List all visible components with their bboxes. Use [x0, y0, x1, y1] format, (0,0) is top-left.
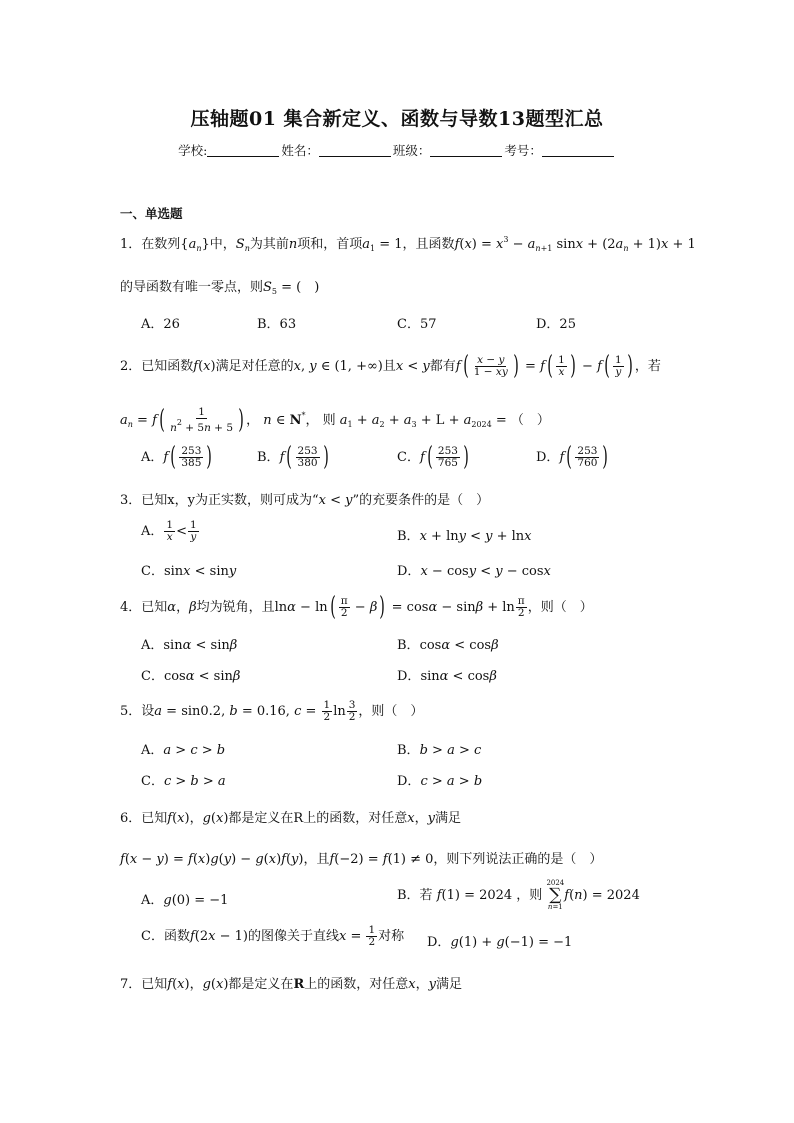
q4-option-a[interactable]: A．sinα < sinβ	[141, 638, 238, 653]
question-3-line-1: 3．已知x，y为正实数，则可成为“x < y”的充要条件的是（ ）	[120, 493, 490, 508]
question-1-line-2: 的导函数有唯一零点，则$S_5$ = ( )	[120, 280, 320, 296]
q3-option-a[interactable]: A． $\frac{1}{x}$ < $\frac{1}{y}$	[141, 519, 197, 544]
question-5-line-1: 5．设a = sin0.2, b = 0.16, c = $\frac{1}{2}$ ln $\frac{3}{2}$ ，则（ ）	[120, 699, 424, 724]
q5-option-d[interactable]: D．c > a > b	[397, 774, 483, 789]
question-2-line-1: 2．已知函数f(x)满足对任意的x, y ∈ (1, +∞)且x < y都有f( $\frac{x - y}{1 - xy}$ ) = f( $\frac{1}{x}$ ) − f( $\frac{1}{y}$ ) ，若	[120, 351, 661, 382]
exam-no-label: 考号：	[504, 143, 542, 158]
question-6-line-2: f(x − y) = f(x)g(y) − g(x)f(y)，且f(−2) = f(1) ≠ 0，则下列说法正确的是（ ）	[120, 852, 603, 867]
question-4-line-1: 4．已知α，β均为锐角，且lnα − ln( $\frac{\pi}{2}$ − β) = cosα − sinβ + ln $\frac{\pi}{2}$ ，则（ ）	[120, 592, 593, 623]
q2-option-a[interactable]: A．f( $\frac{253}{385}$ )	[141, 442, 213, 473]
name-blank	[319, 144, 391, 157]
q3-option-d[interactable]: D．x − cosy < y − cosx	[397, 564, 551, 579]
q6-option-d[interactable]: D．g(1) + g(−1) = −1	[427, 935, 573, 950]
q1-option-b[interactable]: B．63	[257, 317, 297, 332]
name-label: 姓名：	[281, 143, 319, 158]
q4-option-c[interactable]: C．cosα < sinβ	[141, 669, 241, 684]
exam-no-blank	[542, 144, 614, 157]
q5-option-b[interactable]: B．b > a > c	[397, 743, 482, 758]
q3-option-b[interactable]: B．x + lny < y + lnx	[397, 529, 532, 544]
question-2-line-2: $a_n = f$( $\frac{1}{n^2 + 5n + 5}$ ) ， n ∈ N*， 则 $a_1 + a_2 + a_3 + L + a_{2024}$ = （ ）	[120, 405, 550, 436]
school-blank	[207, 144, 279, 157]
page-title: 压轴题01 集合新定义、函数与导数13题型汇总	[190, 108, 604, 130]
question-6-line-1: 6．已知f(x)，g(x)都是定义在R上的函数，对任意x，y满足	[120, 811, 461, 826]
q6-option-b[interactable]: B．若 f(1) = 2024 ，则 2024 ∑ n=1 f(n) = 2024	[397, 879, 640, 911]
q3-option-c[interactable]: C．sinx < siny	[141, 564, 237, 579]
section-heading: 一、单选题	[120, 206, 183, 221]
q6-option-c[interactable]: C．函数f(2x − 1)的图像关于直线x = $\frac{1}{2}$ 对称	[141, 924, 405, 949]
q2-option-b[interactable]: B．f( $\frac{253}{380}$ )	[257, 442, 329, 473]
q1-option-d[interactable]: D．25	[536, 317, 576, 332]
q5-option-c[interactable]: C．c > b > a	[141, 774, 226, 789]
q4-option-d[interactable]: D．sinα < cosβ	[397, 669, 497, 684]
question-1-line-1: 1．在数列$\{a_n\}$中，$S_n$为其前n项和，首项$a_1 = 1$，且函数$f(x) = x^3 - a_{n+1}$ $\sin x + (2a_n + 1)x + 1$	[120, 235, 696, 253]
q1-option-c[interactable]: C．57	[397, 317, 437, 332]
question-7-line-1: 7．已知f(x)，g(x)都是定义在R上的函数，对任意x，y满足	[120, 977, 462, 992]
class-blank	[430, 144, 502, 157]
q2-option-d[interactable]: D．f( $\frac{253}{760}$ )	[536, 442, 609, 473]
q5-option-a[interactable]: A．a > c > b	[141, 743, 226, 758]
q6-option-a[interactable]: A．g(0) = −1	[141, 893, 229, 908]
q2-option-c[interactable]: C．f( $\frac{253}{765}$ )	[397, 442, 469, 473]
class-label: 班级：	[392, 143, 431, 158]
q1-option-a[interactable]: A．26	[141, 317, 180, 332]
q4-option-b[interactable]: B．cosα < cosβ	[397, 638, 499, 653]
student-info-line	[0, 141, 794, 159]
school-label: 学校:	[178, 143, 208, 158]
